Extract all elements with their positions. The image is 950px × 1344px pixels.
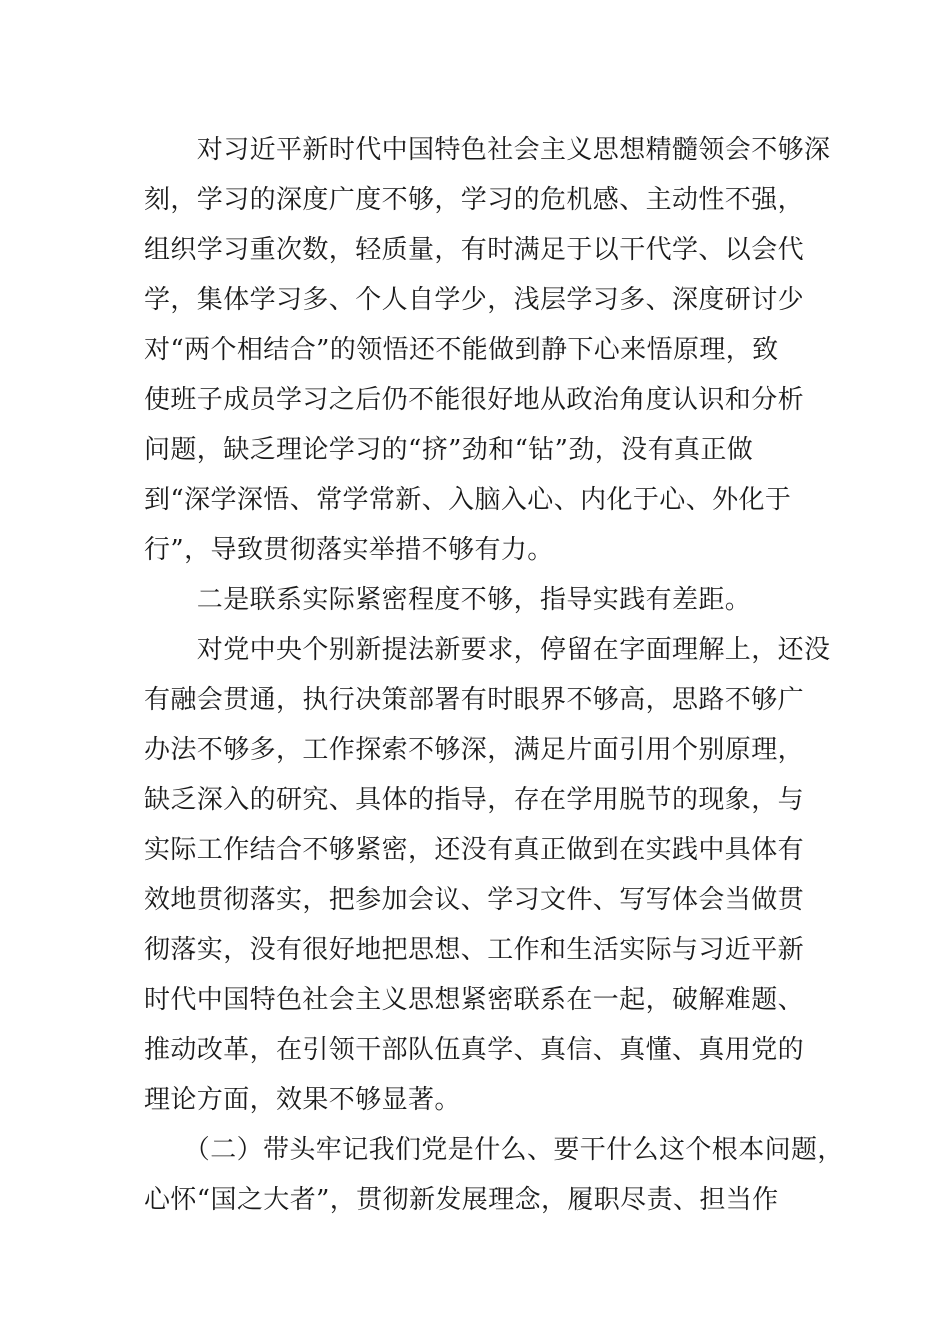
text-line: 实际工作结合不够紧密，还没有真正做到在实践中具体有 bbox=[144, 835, 805, 865]
text-line: 学，集体学习多、个人自学少，浅层学习多、深度研讨少 bbox=[144, 285, 805, 315]
text-line: 行”，导致贯彻落实举措不够有力。 bbox=[144, 535, 554, 565]
text-line: 有融会贯通，执行决策部署有时眼界不够高，思路不够广 bbox=[144, 685, 805, 715]
text-line: 对“两个相结合”的领悟还不能做到静下心来悟原理，致 bbox=[144, 335, 779, 365]
section-heading: （二）带头牢记我们党是什么、要干什么这个根本问题， bbox=[144, 1135, 844, 1165]
section-heading: 二是联系实际紧密程度不够，指导实践有差距。 bbox=[144, 585, 752, 615]
text-line: 办法不够多，工作探索不够深，满足片面引用个别原理， bbox=[144, 735, 805, 765]
text-line: 刻，学习的深度广度不够，学习的危机感、主动性不强， bbox=[144, 185, 805, 215]
text-line: 使班子成员学习之后仍不能很好地从政治角度认识和分析 bbox=[144, 385, 805, 415]
text-line: 对习近平新时代中国特色社会主义思想精髓领会不够深 bbox=[144, 135, 831, 165]
text-line: 理论方面，效果不够显著。 bbox=[144, 1085, 461, 1115]
text-line: 到“深学深悟、常学常新、入脑入心、内化于心、外化于 bbox=[144, 485, 792, 515]
text-line: 时代中国特色社会主义思想紧密联系在一起，破解难题、 bbox=[144, 985, 805, 1015]
text-line: 组织学习重次数，轻质量，有时满足于以干代学、以会代 bbox=[144, 235, 805, 265]
text-line: 对党中央个别新提法新要求，停留在字面理解上，还没 bbox=[144, 635, 831, 665]
text-line: 推动改革，在引领干部队伍真学、真信、真懂、真用党的 bbox=[144, 1035, 805, 1065]
text-line: 效地贯彻落实，把参加会议、学习文件、写写体会当做贯 bbox=[144, 885, 805, 915]
text-line: 缺乏深入的研究、具体的指导，存在学用脱节的现象，与 bbox=[144, 785, 805, 815]
text-line: 问题，缺乏理论学习的“挤”劲和“钻”劲，没有真正做 bbox=[144, 435, 754, 465]
text-line: 彻落实，没有很好地把思想、工作和生活实际与习近平新 bbox=[144, 935, 805, 965]
text-line: 心怀“国之大者”，贯彻新发展理念，履职尽责、担当作 bbox=[144, 1185, 779, 1215]
